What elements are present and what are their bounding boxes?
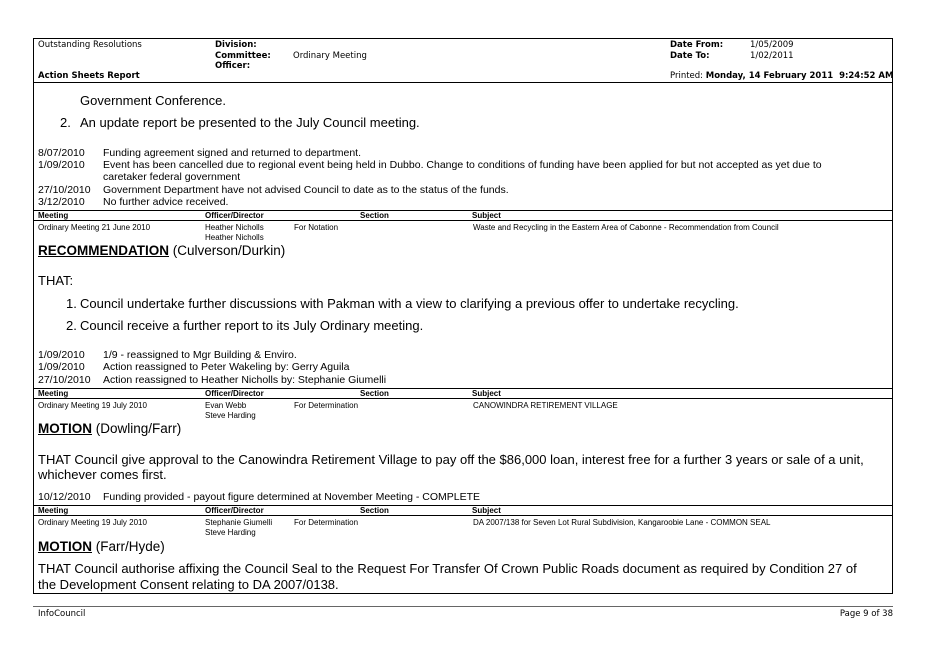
printed-stamp [670,71,893,82]
block1-item2-text: An update report be presented to the July Council meeting. [80,115,420,130]
resolution-item-text: Council undertake further discussions with Pakman with a view to clarifying a previous offer to undertake recycling. [80,296,739,311]
log-text: Event has been cancelled due to regional event being held in Dubbo. Change to conditions of funding have been applied for but not accepted as yet due to [103,159,822,171]
col-meeting: Meeting [38,211,69,220]
section-cell: For Determination [294,401,359,410]
section-cell: For Notation [294,223,339,232]
report-name: Action Sheets Report [38,71,140,81]
officer-label: Officer: [215,61,251,71]
log-text: Funding agreement signed and returned to department. [103,147,362,159]
footer-divider [33,606,893,607]
officer-cell: Evan Webb [205,401,247,410]
meeting-cell: Ordinary Meeting 21 June 2010 [38,223,151,232]
date-to-label: Date To: [670,51,710,61]
log-date: 27/10/2010 [38,374,91,386]
block1-continued-line: Government Conference. [80,93,226,108]
col-subject: Subject [472,389,501,398]
officer-cell: Steve Harding [205,411,256,420]
meeting-cell: Ordinary Meeting 19 July 2010 [38,518,147,527]
resolution-item-number: 1. [66,296,77,311]
log-text: caretaker federal government [103,171,241,183]
resolution-type: MOTION [38,539,92,554]
resolution-body: whichever comes first. [38,467,167,482]
log-date: 3/12/2010 [38,196,85,208]
resolution-heading [38,539,165,555]
footer-page-number: Page 9 of 38 [839,609,893,619]
division-label: Division: [215,40,257,50]
resolution-movers: (Culverson/Durkin) [169,243,286,258]
header-divider [33,82,893,83]
resolution-that: THAT: [38,273,74,288]
log-date: 1/09/2010 [38,361,85,373]
resolution-body: THAT Council authorise affixing the Council Seal to the Request For Transfer Of Crown Public Roads document as required by Condition 27 of [38,561,857,576]
resolution-body: the Development Consent relating to DA 2007/0138. [38,577,339,592]
log-date: 1/09/2010 [38,349,85,361]
officer-cell: Heather Nicholls [205,233,264,242]
subject-cell: Waste and Recycling in the Eastern Area of Cabonne - Recommendation from Council [473,223,779,232]
resolution-movers: (Farr/Hyde) [92,539,165,554]
log-text: 1/9 - reassigned to Mgr Building & Enviro. [103,349,297,361]
col-officer: Officer/Director [205,211,264,220]
col-meeting: Meeting [38,389,69,398]
resolution-body: THAT Council give approval to the Canowindra Retirement Village to pay off the $86,000 loan, interest free for a further 3 years or sale of a unit, [38,452,864,467]
committee-label: Committee: [215,51,271,61]
committee-value: Ordinary Meeting [293,51,367,61]
log-text: Funding provided - payout figure determined at November Meeting - COMPLETE [103,491,481,503]
log-text: Government Department have not advised Council to date as to the status of the funds. [103,184,509,196]
resolution-item-text: Council receive a further report to its July Ordinary meeting. [80,318,424,333]
officer-cell: Steve Harding [205,528,256,537]
block1-item2-number: 2. [60,115,71,130]
section-cell: For Determination [294,518,359,527]
resolution-type: MOTION [38,421,92,436]
col-officer: Officer/Director [205,389,264,398]
col-meeting: Meeting [38,506,69,515]
col-subject: Subject [472,506,501,515]
col-section: Section [360,506,389,515]
column-header-row [34,505,892,516]
log-text: No further advice received. [103,196,229,208]
column-header-row [34,388,892,399]
resolution-heading [38,421,181,437]
resolution-movers: (Dowling/Farr) [92,421,182,436]
log-date: 8/07/2010 [38,147,85,159]
resolution-heading [38,243,285,259]
date-from-value: 1/05/2009 [750,40,794,50]
officer-cell: Stephanie Giumelli [205,518,273,527]
printed-value: Monday, 14 February 2011 9:24:52 AM [705,71,894,81]
resolution-item-number: 2. [66,318,77,333]
col-section: Section [360,389,389,398]
subject-cell: DA 2007/138 for Seven Lot Rural Subdivision, Kangaroobie Lane - COMMON SEAL [473,518,771,527]
log-date: 1/09/2010 [38,159,85,171]
log-date: 10/12/2010 [38,491,91,503]
log-text: Action reassigned to Heather Nicholls by: Stephanie Giumelli [103,374,387,386]
col-section: Section [360,211,389,220]
report-title: Outstanding Resolutions [38,40,142,50]
col-officer: Officer/Director [205,506,264,515]
footer-app: InfoCouncil [38,609,86,619]
col-subject: Subject [472,211,501,220]
resolution-type: RECOMMENDATION [38,243,169,258]
date-from-label: Date From: [670,40,724,50]
subject-cell: CANOWINDRA RETIREMENT VILLAGE [473,401,618,410]
date-to-value: 1/02/2011 [750,51,794,61]
log-date: 27/10/2010 [38,184,91,196]
officer-cell: Heather Nicholls [205,223,264,232]
log-text: Action reassigned to Peter Wakeling by: Gerry Aguila [103,361,350,373]
meeting-cell: Ordinary Meeting 19 July 2010 [38,401,147,410]
column-header-row [34,210,892,221]
printed-label: Printed: [670,71,704,81]
